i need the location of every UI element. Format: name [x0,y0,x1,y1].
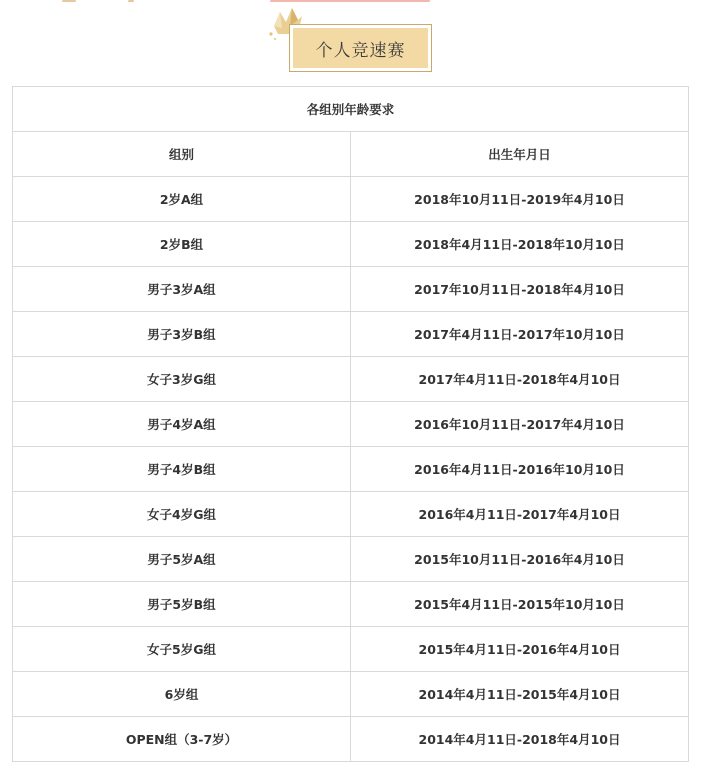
group-cell: 男子3岁A组 [13,267,351,312]
group-cell: 男子4岁B组 [13,447,351,492]
birthdate-range-cell: 2016年4月11日-2016年10月10日 [351,447,689,492]
column-header-birthdate: 出生年月日 [351,132,689,177]
group-cell: 男子5岁B组 [13,582,351,627]
birthdate-range-cell: 2018年10月11日-2019年4月10日 [351,177,689,222]
birthdate-range-cell: 2018年4月11日-2018年10月10日 [351,222,689,267]
group-cell: 男子3岁B组 [13,312,351,357]
cropped-mark [62,0,76,2]
birthdate-range-cell: 2014年4月11日-2015年4月10日 [351,672,689,717]
cropped-mark [128,0,134,2]
group-cell: 女子3岁G组 [13,357,351,402]
table-row [13,537,689,582]
column-header-group: 组别 [13,132,351,177]
group-cell: 2岁B组 [13,222,351,267]
birthdate-range-cell: 2014年4月11日-2018年4月10日 [351,717,689,762]
table-row [13,717,689,762]
caption-row [13,87,689,132]
page-title: 个人竞速赛 [293,28,428,68]
table-row [13,627,689,672]
birthdate-range-cell: 2017年10月11日-2018年4月10日 [351,267,689,312]
group-cell: OPEN组（3-7岁） [13,717,351,762]
table-row [13,672,689,717]
table-row [13,582,689,627]
age-requirement-table [12,86,689,762]
group-cell: 男子5岁A组 [13,537,351,582]
group-cell: 女子4岁G组 [13,492,351,537]
group-cell: 2岁A组 [13,177,351,222]
table-row [13,177,689,222]
cropped-mark [270,0,430,2]
birthdate-range-cell: 2015年4月11日-2016年4月10日 [351,627,689,672]
birthdate-range-cell: 2015年10月11日-2016年4月10日 [351,537,689,582]
table-caption: 各组别年龄要求 [13,87,689,132]
table-row [13,267,689,312]
table-row [13,447,689,492]
group-cell: 6岁组 [13,672,351,717]
table-row [13,492,689,537]
title-box [289,24,432,72]
table-row [13,357,689,402]
birthdate-range-cell: 2017年4月11日-2017年10月10日 [351,312,689,357]
birthdate-range-cell: 2016年4月11日-2017年4月10日 [351,492,689,537]
birthdate-range-cell: 2017年4月11日-2018年4月10日 [351,357,689,402]
birthdate-range-cell: 2016年10月11日-2017年4月10日 [351,402,689,447]
group-cell: 男子4岁A组 [13,402,351,447]
table-row [13,402,689,447]
table-row [13,312,689,357]
section-header [268,4,438,72]
table-row [13,222,689,267]
birthdate-range-cell: 2015年4月11日-2015年10月10日 [351,582,689,627]
header-row [13,132,689,177]
group-cell: 女子5岁G组 [13,627,351,672]
